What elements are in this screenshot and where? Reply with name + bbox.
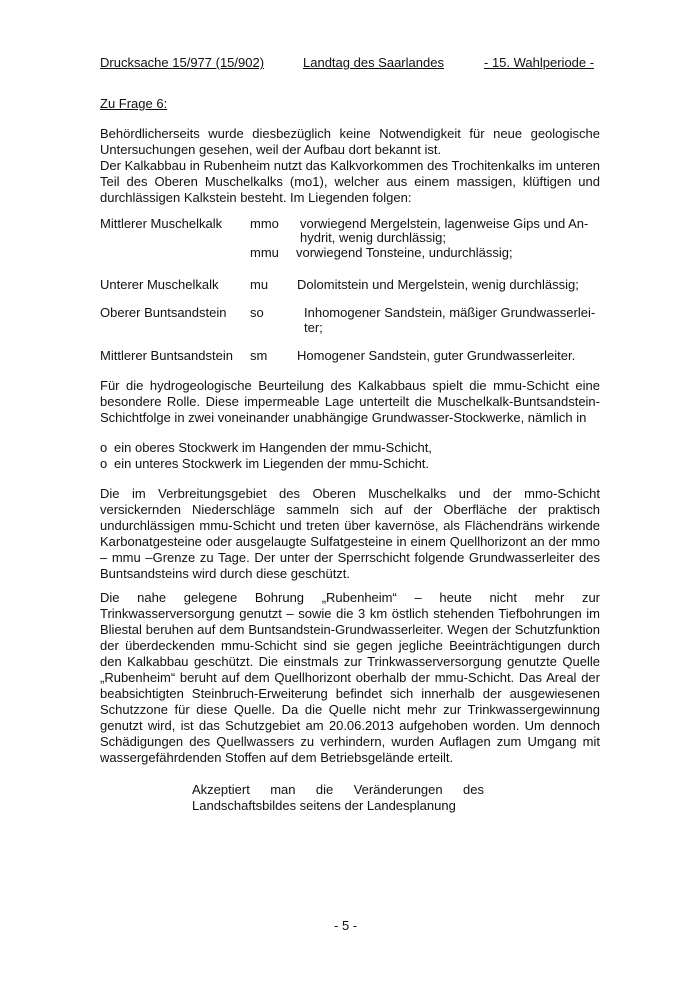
springs-text: Die im Verbreitungsgebiet des Oberen Muschelkalks und der mmo-Schicht versickernden Niederschläge sammeln sich auf der Oberfläche der praktisch undurchlässigen mmu-Schicht und treten über kavernöse, als Flächendräns wirkende Karbonatgesteine oder ausgelaugte Sulfatgesteine in einem Quellhorizont an der mmo – mmu –Grenze zu Tage. Der unter der Sperrschicht folgende Grundwasserleiter des Buntsandsteins wird durch diese geschützt.	[100, 486, 600, 581]
header-institution: Landtag des Saarlandes	[303, 55, 444, 70]
stratum-name: Oberer Buntsandstein	[100, 305, 227, 320]
bullet-circle-icon: o	[100, 456, 108, 471]
stratum-row	[100, 277, 600, 293]
list-item	[100, 440, 432, 456]
list-item	[100, 456, 429, 472]
stratum-desc: vorwiegend Tonsteine, undurchlässig;	[296, 245, 513, 260]
stratum-name: Mittlerer Buntsandstein	[100, 348, 233, 363]
question-text: Akzeptiert man die Veränderungen des Landschaftsbildes seitens der Landesplanung	[192, 782, 484, 813]
intro-paragraph	[100, 126, 600, 206]
bohrung-text: Die nahe gelegene Bohrung „Rubenheim“ – heute nicht mehr zur Trinkwasserversorgung genutzt – sowie die 3 km östlich stehenden Tiefbohrungen im Bliestal beruhen auf dem Buntsandstein-Grundwasserleiter. Wegen der Schutzfunktion der überdeckenden mmu-Schicht sind sie gegen jegliche Beeinträchtigungen durch den Kalkabbau geschützt. Die einstmals zur Trinkwasserversorgung genutzte Quelle „Rubenheim“ beruht auf dem Quellhorizont oberhalb der mmu-Schicht. Das Areal der beabsichtigten Steinbruch-Erweiterung befindet sich innerhalb der ausgewiesenen Schutzzone für diese Quelle. Da die Quelle nicht mehr zur Trinkwassergewinnung genutzt wird, ist das Schutzgebiet am 20.06.2013 aufgehoben worden. Um dennoch Schädigungen des Quellwassers zu verhindern, wurden Auflagen zum Umgang mit wassergefährdenden Stoffen auf dem Betriebsgelände erteilt.	[100, 590, 600, 765]
section-title: Zu Frage 6:	[100, 96, 168, 111]
stratum-code: mmo	[250, 216, 279, 231]
stratum-code: sm	[250, 348, 268, 363]
stratum-row	[100, 348, 600, 364]
stratum-name: Unterer Muschelkalk	[100, 277, 219, 292]
header-doc-ref: Drucksache 15/977 (15/902)	[100, 55, 265, 70]
header-period: - 15. Wahlperiode -	[484, 55, 595, 70]
list-item-text: ein oberes Stockwerk im Hangenden der mmu-Schicht,	[114, 440, 432, 455]
springs-paragraph	[100, 486, 600, 582]
stratum-desc: Homogener Sandstein, guter Grundwasserleiter.	[297, 348, 576, 363]
list-item-text: ein unteres Stockwerk im Liegenden der mmu-Schicht.	[114, 456, 430, 471]
hydro-text: Für die hydrogeologische Beurteilung des Kalkabbaus spielt die mmu-Schicht eine besondere Rolle. Diese impermeable Lage unterteilt die Muschelkalk-Buntsandstein-Schichtfolge in zwei voneinander unabhängige Grundwasser-Stockwerke, nämlich in	[100, 378, 600, 425]
bohrung-paragraph	[100, 590, 600, 766]
stratum-desc: vorwiegend Mergelstein, lagenweise Gips und An-	[300, 216, 589, 231]
stratum-code: so	[250, 305, 264, 320]
stratum-desc: Dolomitstein und Mergelstein, wenig durchlässig;	[297, 277, 579, 292]
stratum-row	[100, 245, 600, 261]
hydro-paragraph	[100, 378, 600, 426]
stratum-row	[100, 305, 600, 321]
stratum-name: Mittlerer Muschelkalk	[100, 216, 223, 231]
stratum-row-continuation	[100, 230, 600, 246]
intro-line-1: Behördlicherseits wurde diesbezüglich keine Notwendigkeit für neue geologische Untersuchungen gesehen, weil der Aufbau dort bekannt ist.	[100, 126, 600, 157]
stratum-desc-cont: hydrit, wenig durchlässig;	[300, 230, 446, 245]
stratum-desc-cont: ter;	[304, 320, 323, 335]
bullet-circle-icon: o	[100, 440, 108, 455]
stratum-row-continuation	[100, 320, 600, 336]
page-number: - 5 -	[334, 918, 358, 933]
stratum-code: mu	[250, 277, 269, 292]
stratum-desc: Inhomogener Sandstein, mäßiger Grundwasserlei-	[304, 305, 596, 320]
intro-line-2: Der Kalkabbau in Rubenheim nutzt das Kalkvorkommen des Trochitenkalks im unteren Teil des Oberen Muschelkalks (mo1), welcher aus einem massigen, klüftigen und durchlässigen Kalkstein besteht. Im Liegenden folgen:	[100, 158, 600, 205]
question-block	[192, 782, 484, 814]
stratum-code: mmu	[250, 245, 279, 260]
